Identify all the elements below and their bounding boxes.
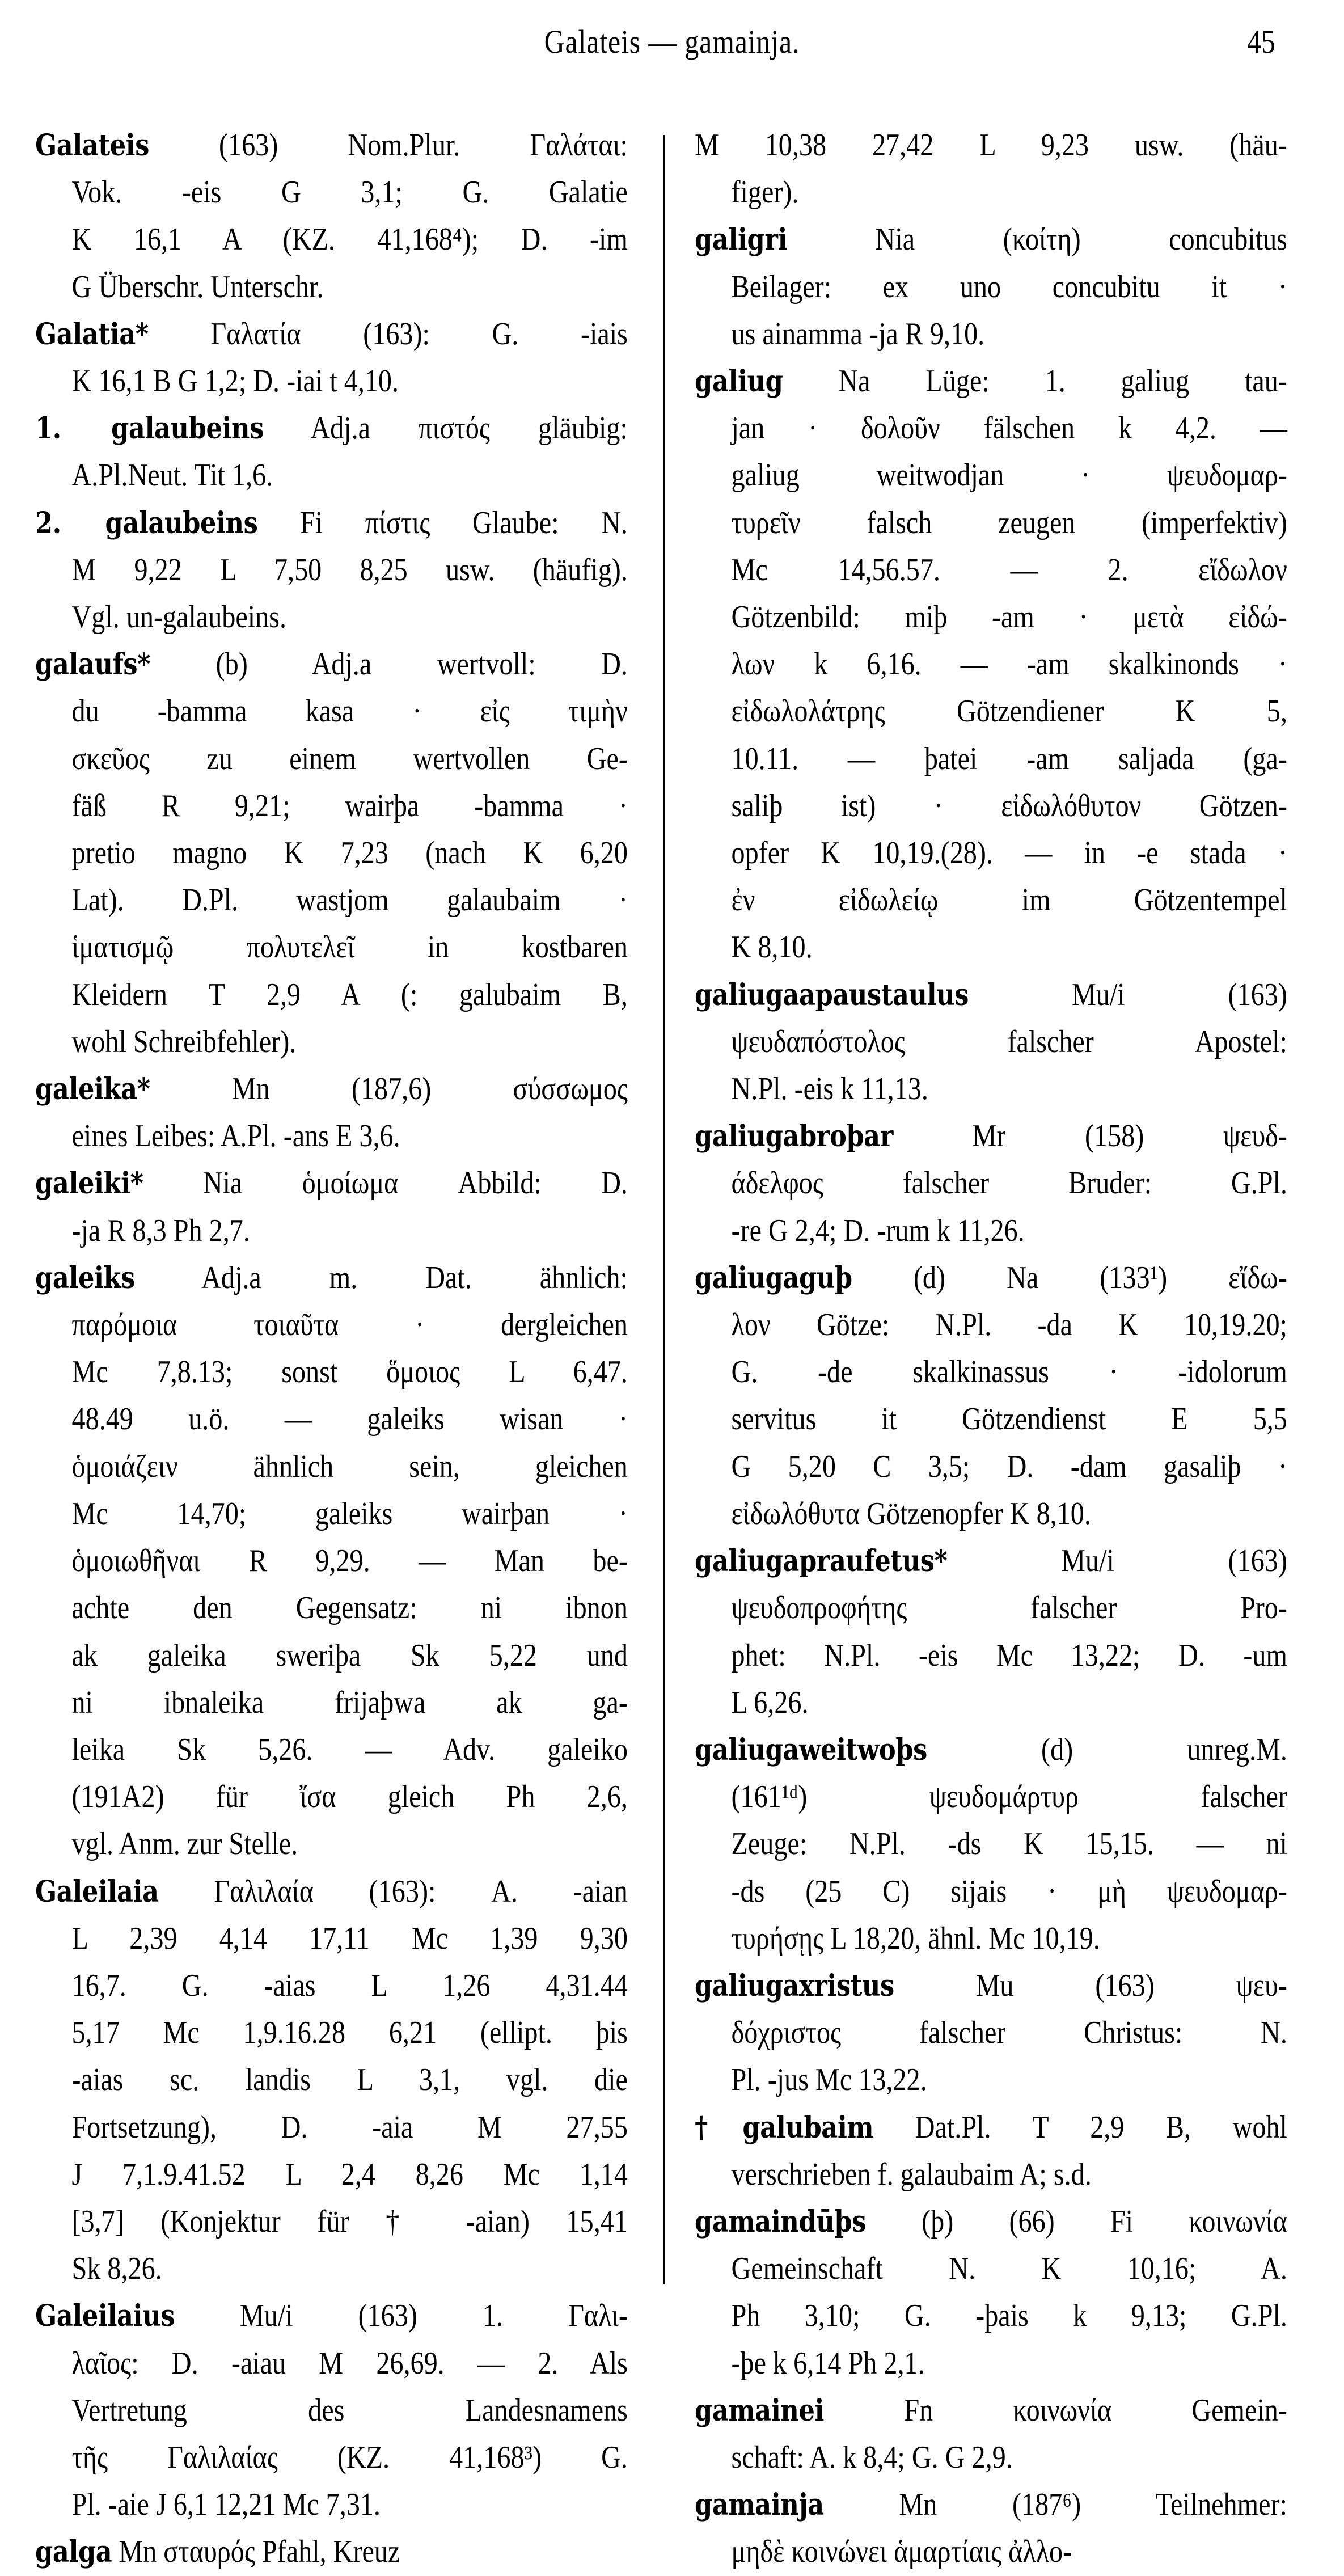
entry-line: -ja R 8,3 Ph 2,7.: [71, 1213, 250, 1248]
entry-line: Pl. -jus Mc 13,22.: [731, 2062, 927, 2098]
entry-line: Lat). D.Pl. wastjom galaubaim ·: [71, 882, 628, 918]
entry-line: ak galeika sweriþa Sk 5,22 und: [71, 1637, 628, 1673]
entry-line: eines Leibes: A.Pl. -ans E 3,6.: [71, 1118, 400, 1154]
entry-line: εἰδωλολάτρης Götzendiener K 5,: [731, 694, 1287, 729]
entry-first-line: gamainja Mn (187⁶) Teilnehmer:: [695, 2487, 1287, 2523]
entry-line: τυρεῖν falsch zeugen (imperfektiv): [731, 505, 1287, 540]
headword: galiugaweitwoþs: [695, 1732, 927, 1767]
entry-line: λων k 6,16. — -am skalkinonds ·: [731, 647, 1287, 682]
entry-first-line: galigri Nia (κοίτη) concubitus: [695, 222, 1287, 257]
entry-line: Götzenbild: miþ -am · μετὰ εἰδώ-: [731, 599, 1287, 635]
page-header: [0, 23, 1344, 74]
headword: galiugabroþar: [695, 1119, 893, 1154]
entry-line: -aias sc. landis L 3,1, vgl. die: [71, 2062, 628, 2098]
entry-line: Ph 3,10; G. -þais k 9,13; G.Pl.: [731, 2298, 1287, 2334]
entry-line: jan · δολοῦν fälschen k 4,2. —: [731, 411, 1287, 446]
entry-line: 16,7. G. -aias L 1,26 4,31.44: [71, 1967, 628, 2003]
headword: galga: [35, 2535, 112, 2570]
entry-first-line: galeiki* Nia ὁμοίωμα Abbild: D.: [35, 1165, 628, 1201]
entry-line: Mc 14,56.57. — 2. εἴδωλον: [731, 552, 1287, 588]
entry-line: G Überschr. Unterschr.: [71, 269, 324, 305]
entry-line: verschrieben f. galaubaim A; s.d.: [731, 2156, 1092, 2192]
entry-line: τυρήσῃς L 18,20, ähnl. Mc 10,19.: [731, 1920, 1100, 1956]
dictionary-entry: [695, 2198, 1287, 2387]
entry-first-line: 1. galaubeins Adj.a πιστός gläubig:: [35, 411, 628, 446]
entry-first-line: gamainei Fn κοινωνία Gemein-: [695, 2392, 1287, 2428]
dictionary-entry: [695, 2387, 1287, 2481]
headword: Galateis: [35, 128, 149, 163]
entry-first-line: galiugaapaustaulus Mu/i (163): [695, 977, 1287, 1012]
entry-line: Mc 7,8.13; sonst ὅμοιος L 6,47.: [71, 1354, 628, 1390]
entry-line: Beilager: ex uno concubitu it ·: [731, 269, 1287, 305]
entry-first-line: galiugaweitwoþs (d) unreg.M.: [695, 1732, 1287, 1767]
entry-line: Pl. -aie J 6,1 12,21 Mc 7,31.: [71, 2487, 381, 2523]
entry-line: σκεῦος zu einem wertvollen Ge-: [71, 741, 628, 776]
entry-line: N.Pl. -eis k 11,13.: [731, 1071, 928, 1107]
dictionary-entry: [35, 1255, 628, 1868]
dictionary-entry: [695, 122, 1287, 216]
entry-line: ἱματισμῷ πολυτελεῖ in kostbaren: [71, 930, 628, 965]
entry-line: λαῖος: D. -aiau M 26,69. — 2. Als: [71, 2345, 628, 2381]
entry-line: λον Götze: N.Pl. -da K 10,19.20;: [731, 1307, 1287, 1343]
entry-line: vgl. Anm. zur Stelle.: [71, 1826, 298, 1862]
entry-line: M 9,22 L 7,50 8,25 usw. (häufig).: [71, 552, 628, 588]
entry-line: Zeuge: N.Pl. -ds K 15,15. — ni: [731, 1826, 1287, 1862]
entry-line: [3,7] (Konjektur für † -aian) 15,41: [71, 2203, 628, 2239]
entry-line: galiug weitwodjan · ψευδομαρ-: [731, 458, 1287, 493]
left-column: [35, 122, 628, 2576]
headword: galiugaapaustaulus: [695, 977, 969, 1012]
entry-first-line: galaufs* (b) Adj.a wertvoll: D.: [35, 647, 628, 682]
entry-line: schaft: A. k 8,4; G. G 2,9.: [731, 2439, 1013, 2475]
entry-line: G 5,20 C 3,5; D. -dam gasaliþ ·: [731, 1449, 1287, 1484]
entry-line: K 8,10.: [731, 930, 813, 965]
entry-line: ὁμοιωθῆναι R 9,29. — Man be-: [71, 1543, 628, 1579]
entry-line: K 16,1 B G 1,2; D. -iai t 4,10.: [71, 364, 399, 399]
entry-line: ψευδοπροφήτης falscher Pro-: [731, 1590, 1287, 1626]
headword: galeiks: [35, 1260, 135, 1295]
dictionary-entry: [695, 1538, 1287, 1726]
headword: galeika*: [35, 1072, 150, 1107]
dictionary-entry: [695, 216, 1287, 358]
dictionary-entry: [35, 1066, 628, 1160]
headword: gamainja: [695, 2488, 824, 2523]
entry-line: fäß R 9,21; wairþa -bamma ·: [71, 788, 628, 824]
entry-line: Vertretung des Landesnamens: [71, 2392, 628, 2428]
headword: †galubaim: [695, 2110, 874, 2145]
dictionary-entry: [35, 2528, 628, 2575]
entry-line: -ds (25 C) sijais · μὴ ψευδομαρ-: [731, 1873, 1287, 1909]
entry-line: εἰδωλόθυτα Götzenopfer K 8,10.: [731, 1496, 1091, 1531]
entry-line: leika Sk 5,26. — Adv. galeiko: [71, 1732, 628, 1767]
right-column: [695, 122, 1287, 2576]
entry-first-line: galeika* Mn (187,6) σύσσωμος: [35, 1071, 628, 1107]
entry-first-line: galiugapraufetus* Mu/i (163): [695, 1543, 1287, 1579]
headword: galiugapraufetus*: [695, 1544, 948, 1579]
entry-first-line: M 10,38 27,42 L 9,23 usw. (häu-: [695, 128, 1287, 163]
entry-line: μηδὲ κοινώνει ἁμαρτίαις ἀλλο-: [731, 2534, 1072, 2570]
dictionary-entry: [35, 500, 628, 641]
headword: galiugaguþ: [695, 1260, 852, 1295]
dictionary-entry: [695, 1726, 1287, 1962]
entry-line: J 7,1.9.41.52 L 2,4 8,26 Mc 1,14: [71, 2156, 628, 2192]
entry-line: phet: N.Pl. -eis Mc 13,22; D. -um: [731, 1637, 1287, 1673]
entry-first-line: galeiks Adj.a m. Dat. ähnlich:: [35, 1260, 628, 1295]
dictionary-entry: [695, 358, 1287, 972]
entry-line: G. -de skalkinassus · -idolorum: [731, 1354, 1287, 1390]
entry-line: opfer K 10,19.(28). — in -e stada ·: [731, 835, 1287, 871]
dictionary-entry: [35, 122, 628, 311]
headword: galigri: [695, 222, 788, 257]
entry-line: Kleidern T 2,9 A (: galubaim B,: [71, 977, 628, 1012]
dictionary-entry: [695, 972, 1287, 1113]
dictionary-entry: [35, 1160, 628, 1254]
left-column-entries: [35, 122, 628, 2576]
entry-first-line: gamaindūþs (þ) (66) Fi κοινωνία: [695, 2203, 1287, 2239]
entry-first-line: †galubaim Dat.Pl. T 2,9 B, wohl: [695, 2109, 1287, 2145]
entry-line: Sk 8,26.: [71, 2251, 162, 2287]
entry-line: Fortsetzung), D. -aia M 27,55: [71, 2109, 628, 2145]
right-column-entries: [695, 122, 1287, 2576]
entry-line: achte den Gegensatz: ni ibnon: [71, 1590, 628, 1626]
entry-line: Vgl. un-galaubeins.: [71, 599, 287, 635]
entry-line: L 6,26.: [731, 1684, 809, 1720]
page-number: 45: [1247, 23, 1275, 60]
entry-first-line: galiugaxristus Mu (163) ψευ-: [695, 1967, 1287, 2003]
entry-line: Mc 14,70; galeiks wairþan ·: [71, 1496, 628, 1531]
entry-line: άδελφος falscher Bruder: G.Pl.: [731, 1165, 1287, 1201]
headword: 1. galaubeins: [35, 411, 264, 446]
entry-line: pretio magno K 7,23 (nach K 6,20: [71, 835, 628, 871]
headword: Galeilaia: [35, 1874, 159, 1909]
entry-line: L 2,39 4,14 17,11 Mc 1,39 9,30: [71, 1920, 628, 1956]
dictionary-entry: [695, 2104, 1287, 2198]
entry-line: 48.49 u.ö. — galeiks wisan ·: [71, 1401, 628, 1437]
entry-first-line: galiug Na Lüge: 1. galiug tau-: [695, 364, 1287, 399]
entry-line: A.Pl.Neut. Tit 1,6.: [71, 458, 273, 493]
entry-first-line: 2. galaubeins Fi πίστις Glaube: N.: [35, 505, 628, 540]
entry-line: figer).: [731, 175, 799, 210]
entry-first-line: galiugaguþ (d) Na (133¹) εἴδω-: [695, 1260, 1287, 1295]
entry-line: servitus it Götzendienst E 5,5: [731, 1401, 1287, 1437]
dictionary-entry: [35, 311, 628, 405]
running-head: Galateis — gamainja.: [544, 23, 800, 60]
headword: gamainei: [695, 2393, 825, 2428]
headword: galiug: [695, 364, 783, 399]
entry-line: 5,17 Mc 1,9.16.28 6,21 (ellipt. þis: [71, 2015, 628, 2051]
entry-line: du -bamma kasa · εἰς τιμὴν: [71, 694, 628, 729]
headword: Galeilaius: [35, 2299, 175, 2334]
entry-line: us ainamma -ja R 9,10.: [731, 316, 985, 352]
entry-line: -re G 2,4; D. -rum k 11,26.: [731, 1213, 1025, 1248]
entry-first-line: Galeilaius Mu/i (163) 1. Γαλι-: [35, 2298, 628, 2334]
entry-first-line: galiugabroþar Mr (158) ψευδ-: [695, 1118, 1287, 1154]
entry-line: Vok. -eis G 3,1; G. Galatie: [71, 175, 628, 210]
entry-line: 10.11. — þatei -am saljada (ga-: [731, 741, 1287, 776]
dictionary-entry: [695, 2481, 1287, 2575]
entry-line: wohl Schreibfehler).: [71, 1024, 297, 1059]
headword: Galatia*: [35, 316, 149, 352]
entry-line: (161¹ᵈ) ψευδομάρτυρ falscher: [731, 1779, 1287, 1815]
entry-first-line: Galateis (163) Nom.Plur. Γαλάται:: [35, 128, 628, 163]
entry-line: δόχριστος falscher Christus: N.: [731, 2015, 1287, 2051]
entry-line: ni ibnaleika frijaþwa ak ga-: [71, 1684, 628, 1720]
entry-line: Gemeinschaft N. K 10,16; A.: [731, 2251, 1287, 2287]
dictionary-entry: [695, 1255, 1287, 1538]
dictionary-entry: [35, 1868, 628, 2293]
entry-line: saliþ ist) · εἰδωλόθυτον Götzen-: [731, 788, 1287, 824]
entry-line: K 16,1 A (KZ. 41,168⁴); D. -im: [71, 222, 628, 257]
entry-first-line: galga Mn σταυρός Pfahl, Kreuz: [35, 2534, 400, 2570]
column-divider: [663, 135, 665, 2284]
dictionary-entry: [35, 2292, 628, 2528]
headword: 2. galaubeins: [35, 505, 258, 540]
entry-line: ἐν εἰδωλείῳ im Götzentempel: [731, 882, 1287, 918]
dictionary-entry: [695, 1962, 1287, 2104]
headword: galeiki*: [35, 1166, 143, 1201]
entry-line: παρόμοια τοιαῦτα · dergleichen: [71, 1307, 628, 1343]
headword: gamaindūþs: [695, 2204, 866, 2239]
dictionary-entry: [35, 641, 628, 1066]
entry-first-line: Galeilaia Γαλιλαία (163): A. -aian: [35, 1873, 628, 1909]
entry-line: ὁμοιάζειν ähnlich sein, gleichen: [71, 1449, 628, 1484]
entry-line: (191A2) für ἴσα gleich Ph 2,6,: [71, 1779, 628, 1815]
entry-line: -þe k 6,14 Ph 2,1.: [731, 2345, 925, 2381]
entry-line: ψευδαπόστολος falscher Apostel:: [731, 1024, 1287, 1059]
entry-first-line: Galatia* Γαλατία (163): G. -iais: [35, 316, 628, 352]
dictionary-entry: [695, 1113, 1287, 1255]
dictionary-entry: [35, 405, 628, 499]
headword: galaufs*: [35, 647, 151, 682]
headword: galiugaxristus: [695, 1968, 894, 2003]
entry-line: τῆς Γαλιλαίας (KZ. 41,168³) G.: [71, 2439, 628, 2475]
